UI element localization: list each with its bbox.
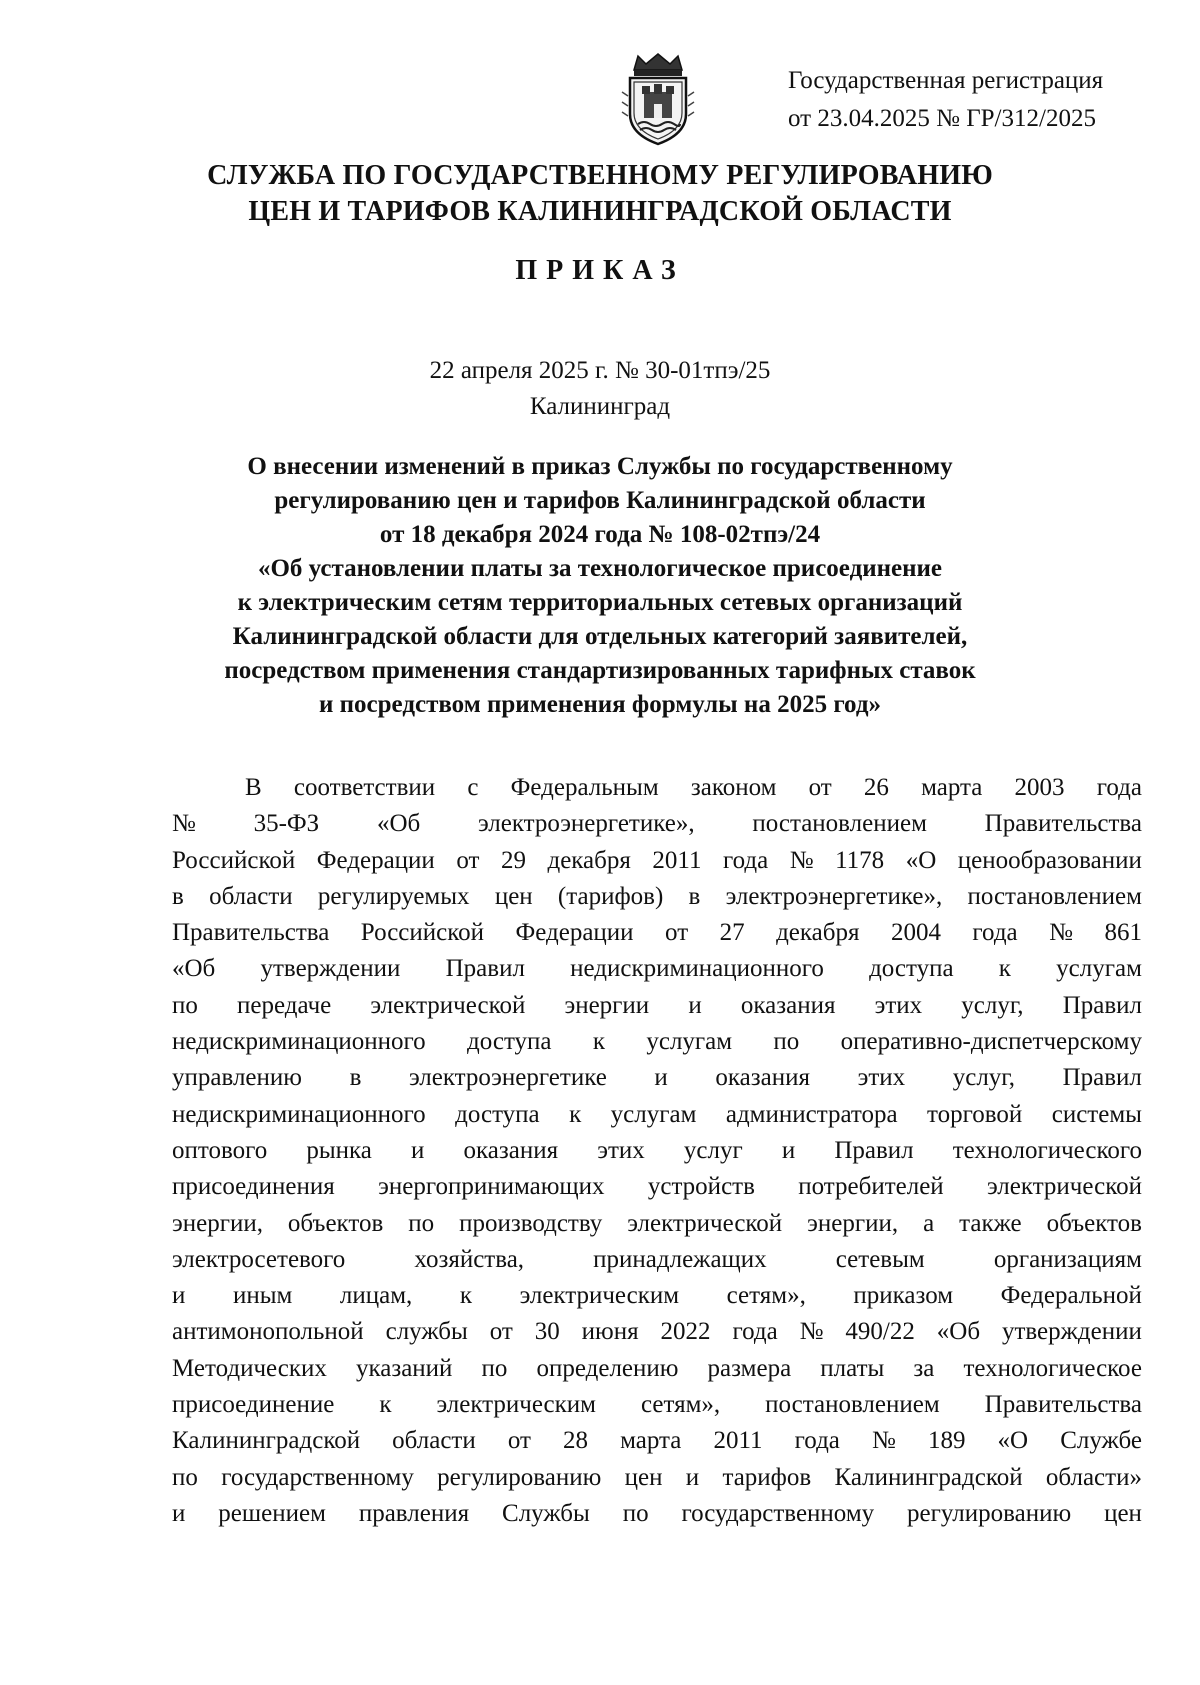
agency-name-line: СЛУЖБА ПО ГОСУДАРСТВЕННОМУ РЕГУЛИРОВАНИЮ — [207, 160, 993, 191]
subject-line: от 18 декабря 2024 года № 108-02тпэ/24 — [379, 521, 821, 548]
body-line: Российской Федерации от 29 декабря 2011 года № 1178 «О ценообразовании — [172, 846, 1142, 874]
body-line: присоединение к электрическим сетям», постановлением Правительства — [172, 1391, 1142, 1419]
body-line: Методических указаний по определению размера платы за технологическое — [172, 1354, 1142, 1382]
body-line: и иным лицам, к электрическим сетям», приказом Федеральной — [172, 1282, 1142, 1310]
body-line: антимонопольной службы от 30 июня 2022 года № 490/22 «Об утверждении — [172, 1318, 1142, 1346]
body-line: оптового рынка и оказания этих услуг и Правил технологического — [172, 1136, 1142, 1164]
body-line: В соответствии с Федеральным законом от 26 марта 2003 года — [245, 774, 1142, 801]
state-registration — [788, 62, 1168, 138]
document-type-heading: ПРИКАЗ — [515, 255, 685, 286]
subject-line: к электрическим сетям территориальных сетевых организаций — [237, 589, 963, 616]
body-line: присоединения энергопринимающих устройств потребителей электрической — [172, 1173, 1142, 1201]
order-subject — [0, 450, 1200, 722]
body-line: «Об утверждении Правил недискриминационного доступа к услугам — [172, 955, 1142, 983]
order-meta — [0, 353, 1200, 425]
body-line: в области регулируемых цен (тарифов) в электроэнергетике», постановлением — [172, 882, 1142, 910]
coat-of-arms-icon — [620, 52, 696, 150]
body-line: № 35-ФЗ «Об электроэнергетике», постановлением Правительства — [172, 810, 1142, 838]
body-paragraph — [172, 770, 1142, 1532]
body-line: управлению в электроэнергетике и оказания этих услуг, Правил — [172, 1064, 1142, 1092]
body-line: энергии, объектов по производству электрической энергии, а также объектов — [172, 1209, 1142, 1237]
order-city: Калининград — [529, 393, 671, 420]
subject-line: «Об установлении платы за технологическое присоединение — [257, 555, 943, 582]
body-line: Калининградской области от 28 марта 2011 года № 189 «О Службе — [172, 1427, 1142, 1455]
body-line: по государственному регулированию цен и тарифов Калининградской области» — [172, 1463, 1142, 1491]
agency-name-line: ЦЕН И ТАРИФОВ КАЛИНИНГРАДСКОЙ ОБЛАСТИ — [248, 196, 952, 227]
body-line: и решением правления Службы по государственному регулированию цен — [172, 1499, 1142, 1527]
registration-number: от 23.04.2025 № ГР/312/2025 — [788, 105, 1096, 132]
body-line: недискриминационного доступа к услугам по оперативно-диспетчерскому — [172, 1028, 1142, 1056]
subject-line: регулированию цен и тарифов Калининградской области — [274, 487, 926, 514]
subject-line: О внесении изменений в приказ Службы по государственному — [247, 453, 953, 480]
subject-line: и посредством применения формулы на 2025 год» — [319, 691, 881, 718]
agency-name — [0, 158, 1200, 230]
order-date-number: 22 апреля 2025 г. № 30-01тпэ/25 — [429, 357, 771, 384]
body-line: недискриминационного доступа к услугам администратора торговой системы — [172, 1100, 1142, 1128]
body-line: Правительства Российской Федерации от 27 декабря 2004 года № 861 — [172, 919, 1142, 947]
subject-line: посредством применения стандартизированных тарифных ставок — [224, 657, 976, 684]
body-line: электросетевого хозяйства, принадлежащих сетевым организациям — [172, 1245, 1142, 1273]
registration-title: Государственная регистрация — [788, 67, 1104, 94]
subject-line: Калининградской области для отдельных категорий заявителей, — [232, 623, 968, 650]
body-line: по передаче электрической энергии и оказания этих услуг, Правил — [172, 991, 1142, 1019]
